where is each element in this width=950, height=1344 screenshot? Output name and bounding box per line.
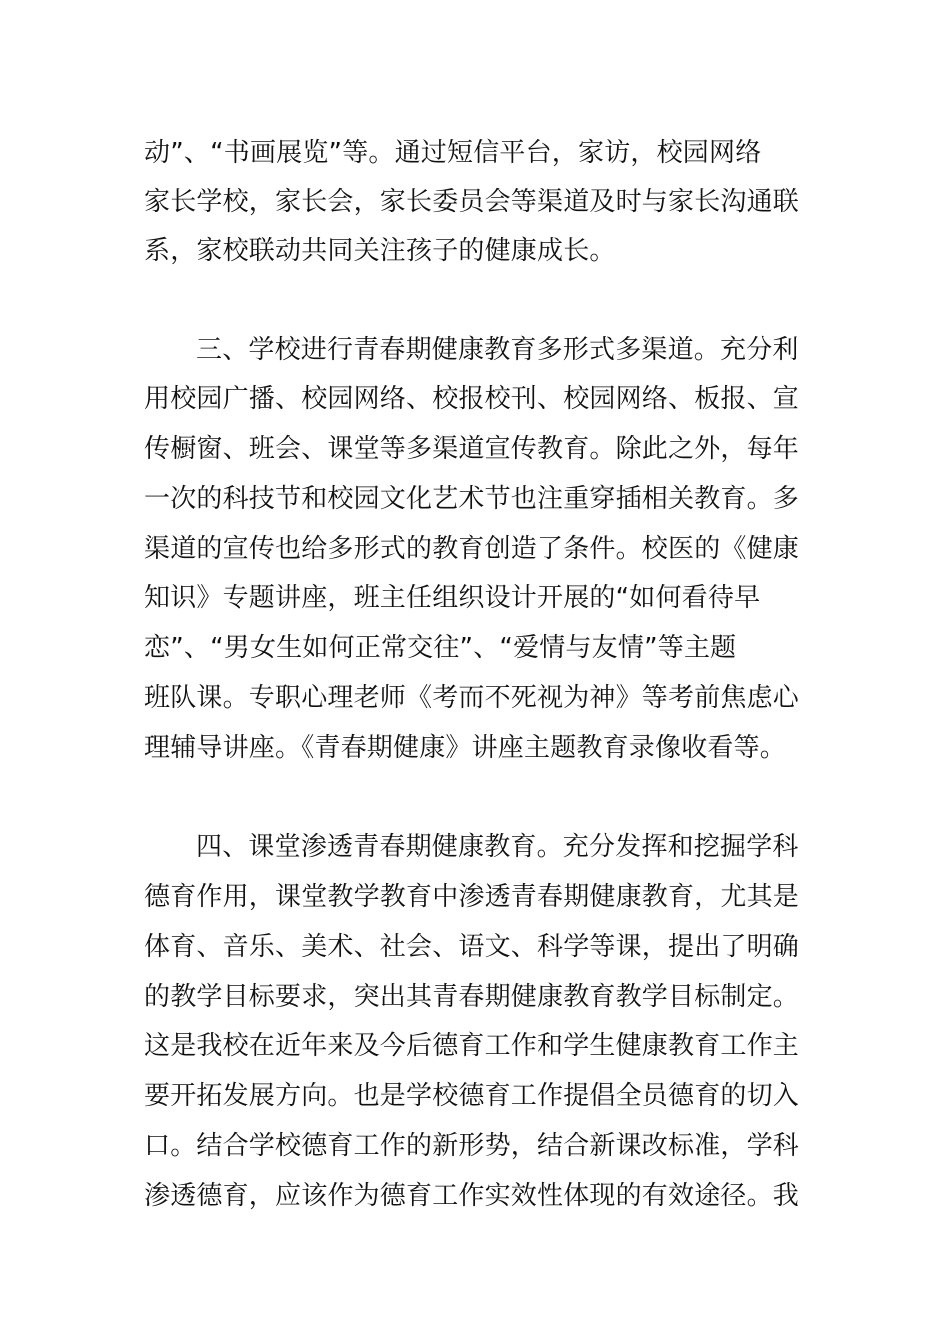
paragraph-3-line-3: 体育、音乐、美术、社会、语文、科学等课，提出了明确 [144, 932, 800, 962]
paragraph-1-line-1: 动”、“书画展览”等。通过短信平台，家访，校园网络 [144, 138, 762, 168]
paragraph-2-line-4: 一次的科技节和校园文化艺术节也注重穿插相关教育。多 [144, 484, 800, 514]
paragraph-2-line-8: 班队课。专职心理老师《考而不死视为神》等考前焦虑心 [144, 683, 800, 713]
paragraph-3-line-6: 要开拓发展方向。也是学校德育工作提倡全员德育的切入 [144, 1081, 800, 1111]
paragraph-3-line-2: 德育作用，课堂教学教育中渗透青春期健康教育，尤其是 [144, 882, 800, 912]
paragraph-2-line-6: 知识》专题讲座，班主任组织设计开展的“如何看待早 [144, 583, 761, 613]
paragraph-2-line-7: 恋”、“男女生如何正常交往”、“爱情与友情”等主题 [144, 633, 737, 663]
paragraph-3-line-1: 四、课堂渗透青春期健康教育。充分发挥和挖掘学科 [196, 832, 799, 862]
paragraph-3-line-5: 这是我校在近年来及今后德育工作和学生健康教育工作主 [144, 1031, 800, 1061]
paragraph-2-line-9: 理辅导讲座。《青春期健康》讲座主题教育录像收看等。 [144, 733, 787, 763]
paragraph-3-line-4: 的教学目标要求，突出其青春期健康教育教学目标制定。 [144, 982, 800, 1012]
paragraph-1-line-2: 家长学校，家长会，家长委员会等渠道及时与家长沟通联 [144, 187, 800, 217]
paragraph-3-line-7: 口。结合学校德育工作的新形势，结合新课改标准，学科 [144, 1131, 800, 1161]
paragraph-2-line-2: 用校园广播、校园网络、校报校刊、校园网络、板报、宣 [144, 384, 800, 414]
paragraph-3-line-8: 渗透德育，应该作为德育工作实效性体现的有效途径。我 [144, 1181, 800, 1211]
paragraph-1-line-3: 系，家校联动共同关注孩子的健康成长。 [144, 236, 616, 266]
paragraph-2-line-5: 渠道的宣传也给多形式的教育创造了条件。校医的《健康 [144, 534, 800, 564]
paragraph-2-line-3: 传橱窗、班会、课堂等多渠道宣传教育。除此之外，每年 [144, 434, 800, 464]
paragraph-2-line-1: 三、学校进行青春期健康教育多形式多渠道。充分利 [196, 335, 799, 365]
